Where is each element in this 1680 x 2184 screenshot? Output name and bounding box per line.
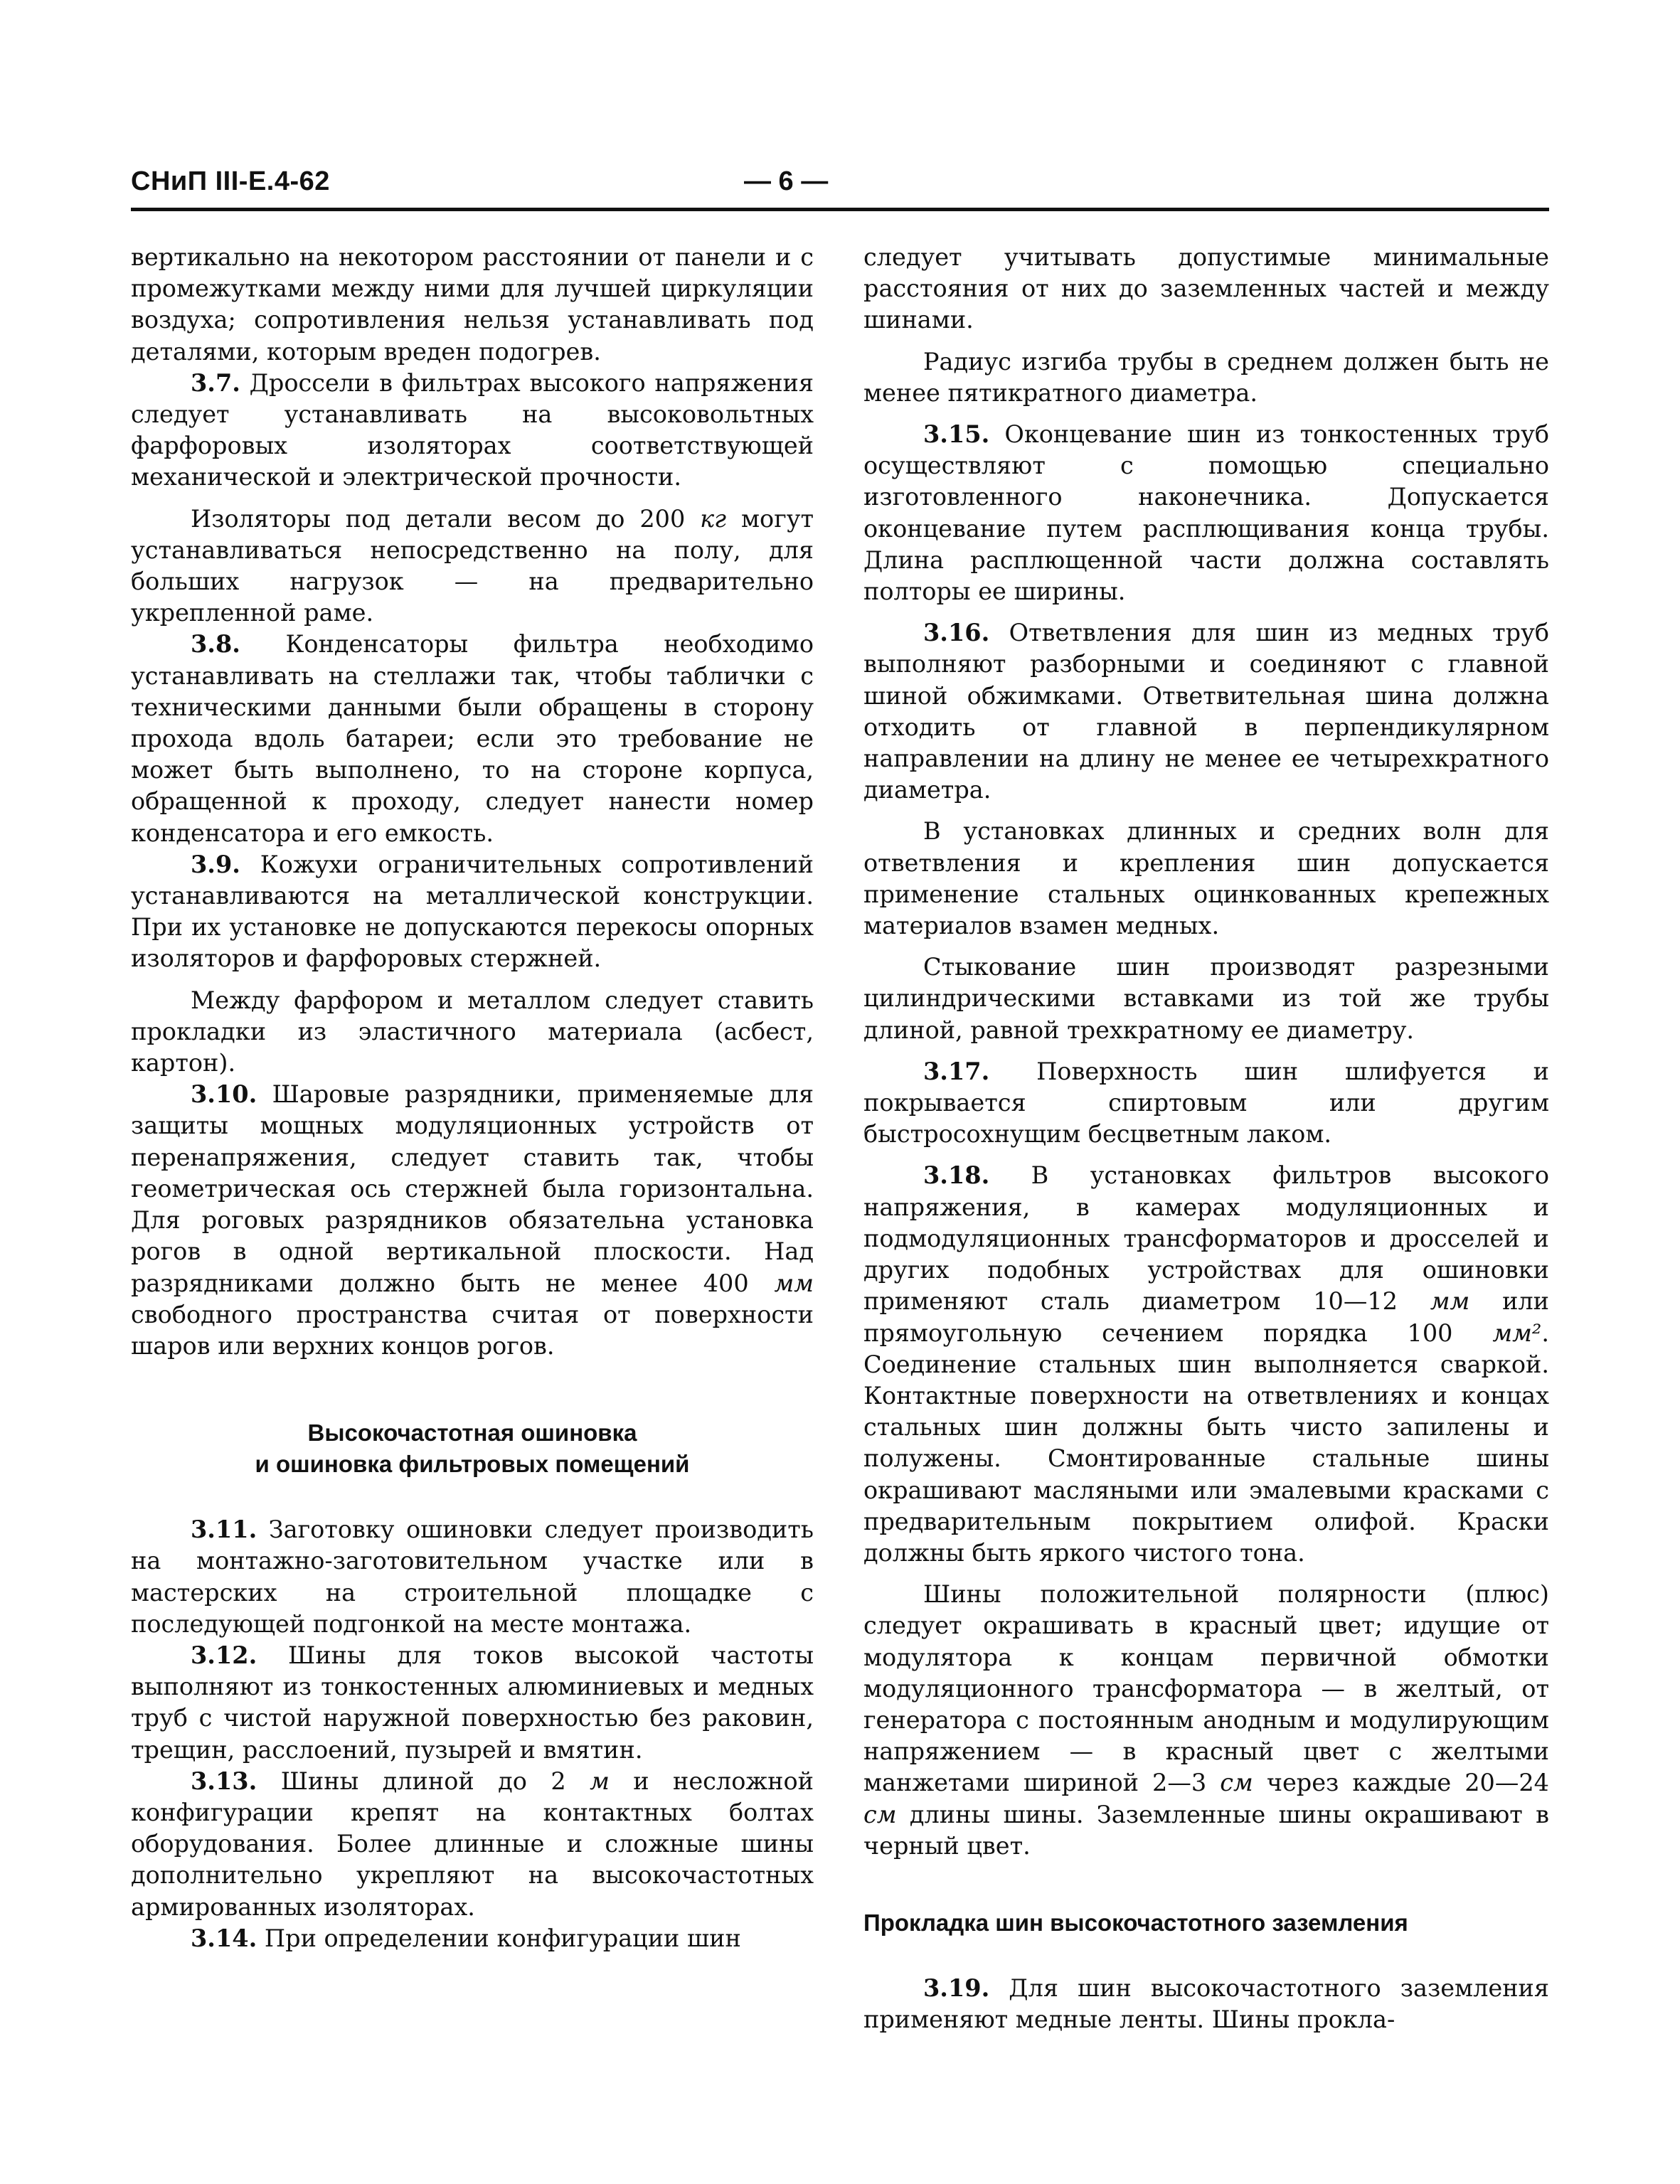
paragraph-text: Шины длиной до 2 <box>280 1767 566 1795</box>
paragraph-text: В установках фильтров высокого напряжения, в камерах модуляционных и подмодуляционных трансформаторов и дросселей и других подобных устройствах для ошиновки применяют сталь диаметром 10—12 <box>863 1161 1549 1316</box>
unit: см <box>1220 1769 1253 1797</box>
paragraph <box>863 1579 1549 1862</box>
clause-number: 3.10. <box>191 1080 257 1109</box>
paragraph-3-9 <box>131 849 814 975</box>
page-header <box>131 166 1549 206</box>
paragraph <box>863 346 1549 409</box>
paragraph-3-12 <box>131 1640 814 1766</box>
section-heading: Прокладка шин высокочастотного заземления <box>863 1909 1408 1936</box>
paragraph-text: через каждые 20—24 <box>1266 1769 1549 1797</box>
paragraph <box>131 985 814 1080</box>
paragraph-text: Шины для токов высокой частоты выполняют из тонкостенных алюминиевых и медных труб с чистой наружной поверхностью без раковин, трещин, расслоений, пузырей и вмятин. <box>131 1641 814 1764</box>
paragraph-text: Изоляторы под детали весом до 200 <box>191 504 686 533</box>
paragraph-3-17 <box>863 1056 1549 1151</box>
clause-number: 3.12. <box>191 1641 257 1669</box>
paragraph-text: свободного пространства считая от поверхности шаров или верхних концов рогов. <box>131 1300 814 1360</box>
paragraph-text: Ответвления для шин из медных труб выполняют разборными и соединяют с главной шиной обжимками. Ответвительная шина должна отходить от главной в перпендикулярном направлении на длину не менее ее четырехкратного диаметра. <box>863 619 1550 804</box>
paragraph-text: Дроссели в фильтрах высокого напряжения следует устанавливать на высоковольтных фарфоровых изоляторах соответствующей механической и электрической прочности. <box>131 368 814 491</box>
paragraph-text: Кожухи ограничительных сопротивлений устанавливаются на металлической конструкции. При их установке не допускаются перекосы опорных изоляторов и фарфоровых стержней. <box>131 850 814 973</box>
paragraph-3-15 <box>863 419 1549 607</box>
paragraph-text: . Соединение стальных шин выполняется сваркой. Контактные поверхности на ответвлениях и концах стальных шин должны быть чисто запилены и полужены. Смонтированные стальные шины окрашивают масляными или эмалевыми красками с предварительным покрытием олифой. Краски должны быть яркого чистого тона. <box>863 1319 1549 1567</box>
paragraph-text: Для шин высокочастотного заземления применяют медные ленты. Шины прокла- <box>863 1973 1549 2034</box>
paragraph-text: При определении конфигурации шин <box>264 1924 741 1952</box>
paragraph <box>131 504 814 629</box>
clause-number: 3.16. <box>923 619 990 647</box>
paragraph-text: Между фарфором и металлом следует ставить прокладки из эластичного материала (асбест, картон). <box>131 986 814 1077</box>
paragraph-text: следует учитывать допустимые минимальные расстояния от них до заземленных частей и между шинами. <box>863 243 1549 334</box>
clause-number: 3.14. <box>191 1924 257 1952</box>
paragraph-3-8 <box>131 629 814 848</box>
unit: мм <box>774 1269 814 1297</box>
paragraph <box>863 952 1549 1046</box>
left-column <box>131 242 814 1954</box>
paragraph-3-11 <box>131 1514 814 1640</box>
paragraph <box>863 816 1549 942</box>
paragraph-text: Радиус изгиба трубы в среднем должен быть не менее пятикратного диаметра. <box>863 347 1549 407</box>
header-rule <box>131 208 1549 211</box>
paragraph-text: Оконцевание шин из тонкостенных труб осуществляют с помощью специально изготовленного наконечника. Допускается оконцевание путем расплющивания конца трубы. Длина расплющенной части должна составлять полторы ее ширины. <box>863 420 1549 606</box>
paragraph-text: Конденсаторы фильтра необходимо устанавливать на стеллажи так, чтобы таблички с техническими данными были обращены в сторону прохода вдоль батареи; если это требование не может быть выполнено, то на стороне корпуса, обращенной к проходу, следует нанести номер конденсатора и его емкость. <box>131 630 814 847</box>
clause-number: 3.11. <box>191 1516 257 1544</box>
paragraph-text: Заготовку ошиновки следует производить на монтажно-заготовительном участке или в мастерских на строительной площадке с последующей подгонкой на месте монтажа. <box>131 1516 814 1638</box>
paragraph-3-10 <box>131 1079 814 1362</box>
heading-line: Высокочастотная ошиновка <box>307 1419 637 1447</box>
clause-number: 3.7. <box>191 368 240 397</box>
unit: см <box>863 1800 897 1828</box>
paragraph-text: и несложной конфигурации крепят на контактных болтах оборудования. Более длинные и сложные шины дополнительно укрепляют на высокочастотных армированных изоляторах. <box>131 1767 814 1921</box>
right-column <box>863 242 1549 2035</box>
clause-number: 3.15. <box>923 420 990 449</box>
paragraph-text: Стыкование шин производят разрезными цилиндрическими вставками из той же трубы длиной, равной трехкратному ее диаметру. <box>863 953 1549 1044</box>
clause-number: 3.13. <box>191 1767 257 1795</box>
paragraph-text: или прямоугольную сечением порядка 100 <box>863 1287 1549 1347</box>
unit: мм² <box>1492 1319 1542 1347</box>
unit: мм <box>1430 1287 1470 1316</box>
paragraph <box>863 242 1549 336</box>
paragraph-3-19 <box>863 1973 1549 2035</box>
unit: кг <box>700 504 727 533</box>
paragraph-text: вертикально на некотором расстоянии от панели и с промежутками между ними для лучшей циркуляции воздуха; сопротивления нельзя устанавливать под деталями, которым вреден подогрев. <box>131 243 814 366</box>
paragraph-3-13 <box>131 1766 814 1923</box>
clause-number: 3.19. <box>923 1973 990 2002</box>
clause-number: 3.9. <box>191 850 240 878</box>
section-heading <box>131 1417 814 1480</box>
paragraph-text: Шаровые разрядники, применяемые для защиты мощных модуляционных устройств от перенапряжения, следует ставить так, чтобы геометрическая ось стержней была горизонтальна. Для роговых разрядников обязательна установка рогов в одной вертикальной плоскости. Над разрядниками должно быть не менее 400 <box>131 1080 814 1297</box>
paragraph-text: могут устанавливаться непосредственно на полу, для больших нагрузок — на предварительно укрепленной раме. <box>131 504 814 627</box>
clause-number: 3.17. <box>923 1057 990 1085</box>
clause-number: 3.8. <box>191 630 240 659</box>
paragraph-3-18 <box>863 1160 1549 1569</box>
paragraph-3-7 <box>131 368 814 494</box>
clause-number: 3.18. <box>923 1161 990 1190</box>
paragraph-text: Шины положительной полярности (плюс) следует окрашивать в красный цвет; идущие от модулятора к концам первичной обмотки модуляционного трансформатора — в желтый, от генератора с постоянным анодным и модулирующим напряжением — в красный цвет с желтыми манжетами шириной 2—3 <box>863 1580 1549 1797</box>
document-code: СНиП III-Е.4-62 <box>131 166 330 196</box>
paragraph <box>131 242 814 368</box>
paragraph-3-14 <box>131 1923 814 1954</box>
paragraph-text: длины шины. Заземленные шины окрашивают в черный цвет. <box>863 1800 1549 1860</box>
heading-line: и ошиновка фильтровых помещений <box>255 1451 690 1478</box>
paragraph-text: Поверхность шин шлифуется и покрывается спиртовым или другим быстросохнущим бесцветным лаком. <box>863 1057 1549 1149</box>
paragraph-3-16 <box>863 617 1549 806</box>
page-number: — 6 — <box>744 166 829 196</box>
unit: м <box>590 1767 610 1795</box>
paragraph-text: В установках длинных и средних волн для ответвления и крепления шин допускается применение стальных оцинкованных крепежных материалов взамен медных. <box>863 817 1549 940</box>
